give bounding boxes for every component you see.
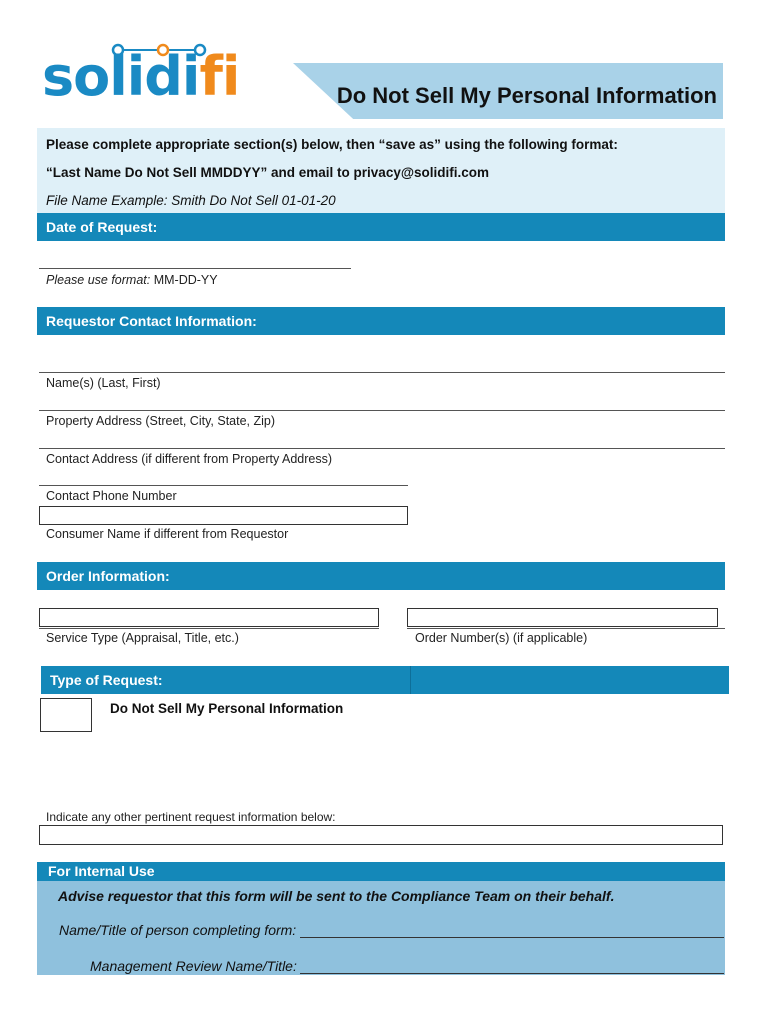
date-hint-format: MM-DD-YY <box>153 273 218 287</box>
logo-main-text: solidi <box>42 45 200 108</box>
consumer-name-label: Consumer Name if different from Requestor <box>46 527 289 541</box>
contact-address-input-line[interactable] <box>39 448 725 449</box>
date-format-hint <box>46 273 218 287</box>
phone-input-line[interactable] <box>39 485 408 486</box>
name-title-label: Name/Title of person completing form: <box>59 922 297 938</box>
request-type-section-heading: Type of Request: <box>41 666 729 694</box>
management-review-label: Management Review Name/Title: <box>90 958 297 974</box>
do-not-sell-option-label: Do Not Sell My Personal Information <box>110 701 344 716</box>
do-not-sell-checkbox[interactable] <box>40 698 92 732</box>
internal-advise-text: Advise requestor that this form will be sent to the Compliance Team on their behalf. <box>58 888 615 904</box>
page-title: Do Not Sell My Personal Information <box>336 83 717 108</box>
consumer-name-input[interactable] <box>39 506 408 525</box>
management-review-input-line[interactable] <box>300 973 724 974</box>
name-label: Name(s) (Last, First) <box>46 376 161 390</box>
order-number-underline <box>407 628 725 629</box>
service-type-input[interactable] <box>39 608 379 627</box>
internal-use-heading: For Internal Use <box>37 862 725 881</box>
order-number-input[interactable] <box>407 608 718 627</box>
service-type-underline <box>39 628 379 629</box>
instructions-line-2: “Last Name Do Not Sell MMDDYY” and email to privacy@solidifi.com <box>46 165 490 180</box>
contact-section-heading: Requestor Contact Information: <box>37 307 725 335</box>
request-type-divider <box>410 666 411 694</box>
logo-accent-text: fi <box>199 45 240 108</box>
service-type-label: Service Type (Appraisal, Title, etc.) <box>46 631 239 645</box>
other-info-input[interactable] <box>39 825 723 845</box>
date-section-heading: Date of Request: <box>37 213 725 241</box>
order-section-heading: Order Information: <box>37 562 725 590</box>
instructions-line-1: Please complete appropriate section(s) below, then “save as” using the following format: <box>46 137 618 152</box>
other-info-label: Indicate any other pertinent request information below: <box>46 810 336 824</box>
date-input-line[interactable] <box>39 268 351 269</box>
phone-label: Contact Phone Number <box>46 489 177 503</box>
date-hint-prefix: Please use format: <box>46 273 151 287</box>
name-title-input-line[interactable] <box>300 937 724 938</box>
property-address-label: Property Address (Street, City, State, Zip) <box>46 414 276 428</box>
file-name-example: File Name Example: Smith Do Not Sell 01-01-20 <box>46 193 336 208</box>
order-number-label: Order Number(s) (if applicable) <box>415 631 588 645</box>
contact-address-label: Contact Address (if different from Property Address) <box>46 452 333 466</box>
property-address-input-line[interactable] <box>39 410 725 411</box>
name-input-line[interactable] <box>39 372 725 373</box>
company-logo <box>42 45 240 108</box>
